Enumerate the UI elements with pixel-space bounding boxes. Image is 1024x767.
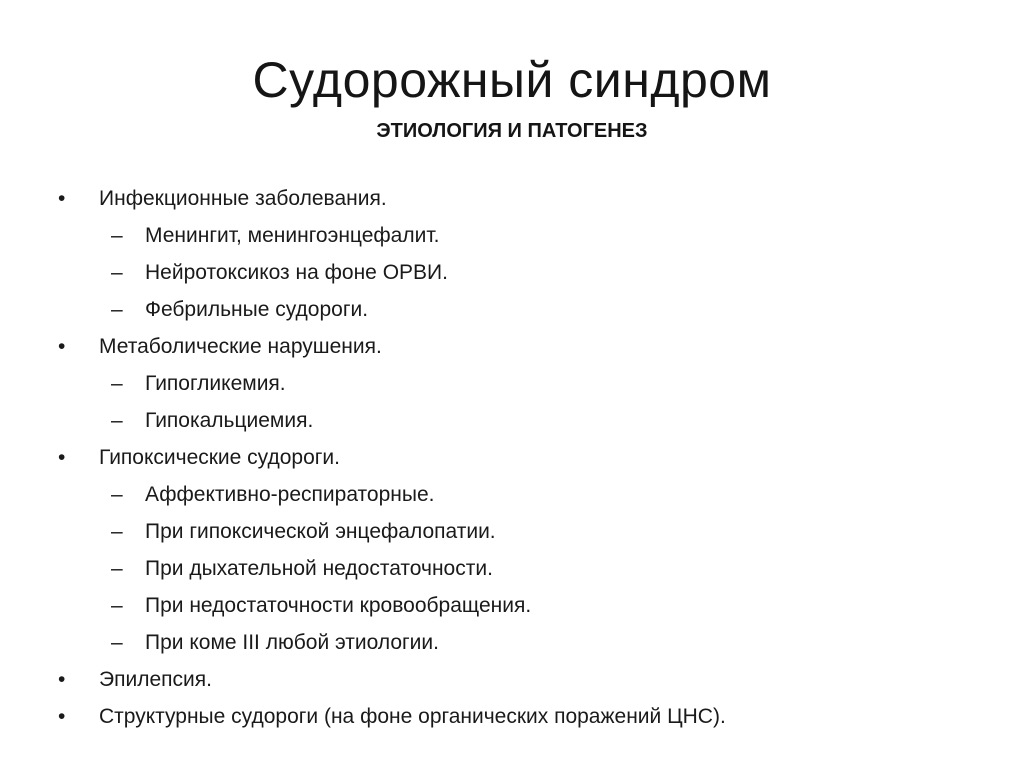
list-item-text: При недостаточности кровообращения.: [145, 594, 532, 617]
list-item: [0, 439, 1024, 476]
dash-marker: –: [111, 261, 123, 284]
bullet-marker: •: [58, 705, 66, 728]
dash-marker: –: [111, 594, 123, 617]
sub-list-item: [0, 217, 1024, 254]
list-item-text: Фебрильные судороги.: [145, 298, 369, 321]
list-item-text: Гипоксические судороги.: [99, 446, 340, 469]
bullet-marker: •: [58, 187, 66, 210]
list-item-text: Метаболические нарушения.: [99, 335, 382, 358]
list-item-text: Структурные судороги (на фоне органических поражений ЦНС).: [99, 705, 726, 728]
list-item: [0, 661, 1024, 698]
list-item-text: При дыхательной недостаточности.: [145, 557, 493, 580]
sub-list-item: [0, 550, 1024, 587]
list-item-text: Менингит, менингоэнцефалит.: [145, 224, 440, 247]
dash-marker: –: [111, 483, 123, 506]
etiology-list: [0, 180, 1024, 735]
dash-marker: –: [111, 224, 123, 247]
dash-marker: –: [111, 372, 123, 395]
sub-list-item: [0, 254, 1024, 291]
bullet-marker: •: [58, 335, 66, 358]
list-item-text: Инфекционные заболевания.: [99, 187, 387, 210]
dash-marker: –: [111, 631, 123, 654]
bullet-marker: •: [58, 446, 66, 469]
slide-title: Судорожный синдром: [252, 52, 772, 108]
list-item-text: При гипоксической энцефалопатии.: [145, 520, 496, 543]
sub-list-item: [0, 291, 1024, 328]
list-item-text: Гипогликемия.: [145, 372, 286, 395]
sub-list-item: [0, 587, 1024, 624]
sub-list-item: [0, 624, 1024, 661]
sub-list-item: [0, 513, 1024, 550]
list-item-text: Аффективно-респираторные.: [145, 483, 435, 506]
dash-marker: –: [111, 557, 123, 580]
sub-list-item: [0, 365, 1024, 402]
list-item-text: Нейротоксикоз на фоне ОРВИ.: [145, 261, 448, 284]
list-item: [0, 180, 1024, 217]
sub-list-item: [0, 476, 1024, 513]
list-item: [0, 698, 1024, 735]
list-item-text: При коме III любой этиологии.: [145, 631, 439, 654]
dash-marker: –: [111, 298, 123, 321]
list-item: [0, 328, 1024, 365]
list-item-text: Гипокальциемия.: [145, 409, 314, 432]
slide-subtitle: ЭТИОЛОГИЯ И ПАТОГЕНЕЗ: [376, 120, 648, 142]
dash-marker: –: [111, 520, 123, 543]
sub-list-item: [0, 402, 1024, 439]
bullet-marker: •: [58, 668, 66, 691]
list-item-text: Эпилепсия.: [99, 668, 212, 691]
dash-marker: –: [111, 409, 123, 432]
